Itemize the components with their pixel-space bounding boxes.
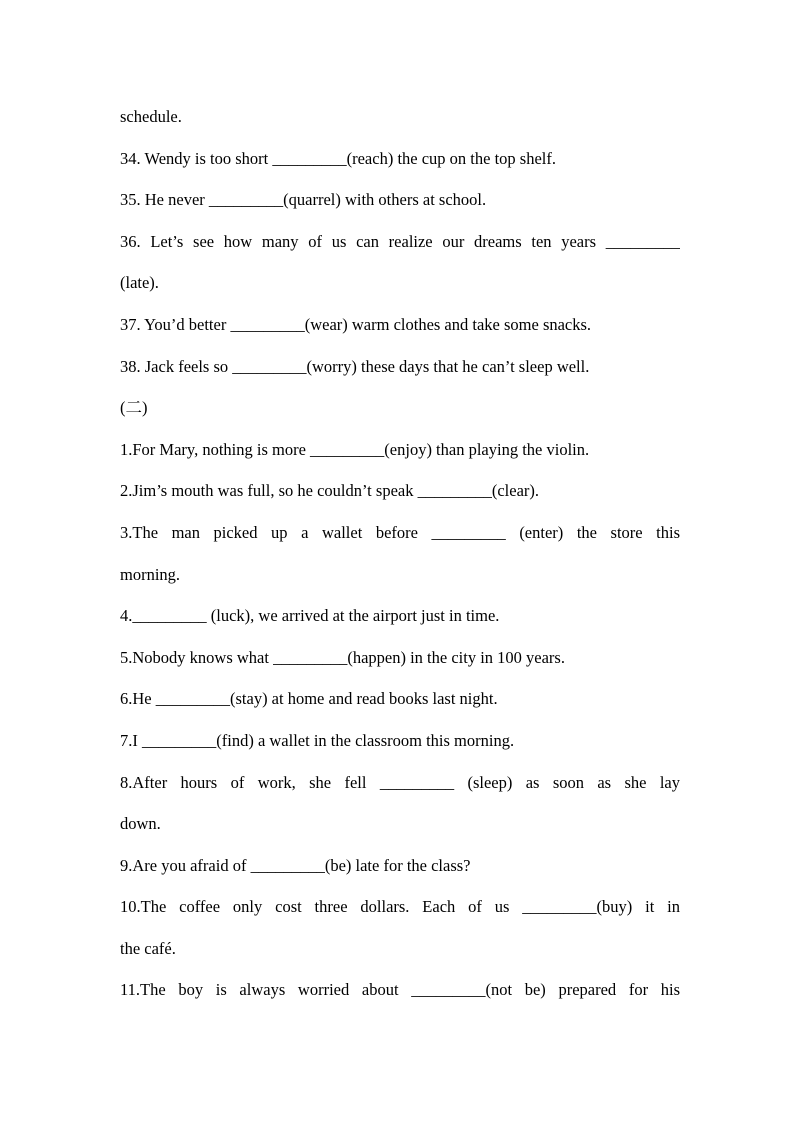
question-34: 34. Wendy is too short _________(reach) the cup on the top shelf. [120, 148, 556, 168]
question-11: 11.The boy is always worried about _________(not be) prepared for his [120, 980, 680, 1000]
question-38: 38. Jack feels so _________(worry) these days that he can’t sleep well. [120, 356, 590, 376]
question-37: 37. You’d better _________(wear) warm clothes and take some snacks. [120, 314, 592, 334]
question-9: 9.Are you afraid of _________(be) late for the class? [120, 855, 471, 875]
question-2: 2.Jim’s mouth was full, so he couldn’t speak _________(clear). [120, 481, 540, 501]
question-35: 35. He never _________(quarrel) with others at school. [120, 190, 487, 210]
question-36: 36. Let’s see how many of us can realize our dreams ten years _________ [120, 231, 680, 251]
question-3: 3.The man picked up a wallet before _________ (enter) the store this [120, 522, 680, 542]
exercise-text [120, 101, 680, 1016]
question-4: 4._________ (luck), we arrived at the airport just in time. [120, 606, 500, 626]
text-line: down. [120, 814, 161, 834]
question-5: 5.Nobody knows what _________(happen) in the city in 100 years. [120, 647, 565, 667]
text-line: schedule. [120, 107, 182, 126]
question-8: 8.After hours of work, she fell _________ (sleep) as soon as she lay [120, 772, 680, 792]
section-heading: (二) [120, 398, 148, 418]
text-line: morning. [120, 564, 181, 584]
question-7: 7.I _________(find) a wallet in the classroom this morning. [120, 730, 515, 750]
question-10: 10.The coffee only cost three dollars. Each of us _________(buy) it in [120, 897, 680, 917]
text-line: (late). [120, 273, 159, 293]
text-line: the café. [120, 938, 176, 958]
question-6: 6.He _________(stay) at home and read books last night. [120, 689, 498, 709]
question-1: 1.For Mary, nothing is more _________(enjoy) than playing the violin. [120, 439, 590, 459]
